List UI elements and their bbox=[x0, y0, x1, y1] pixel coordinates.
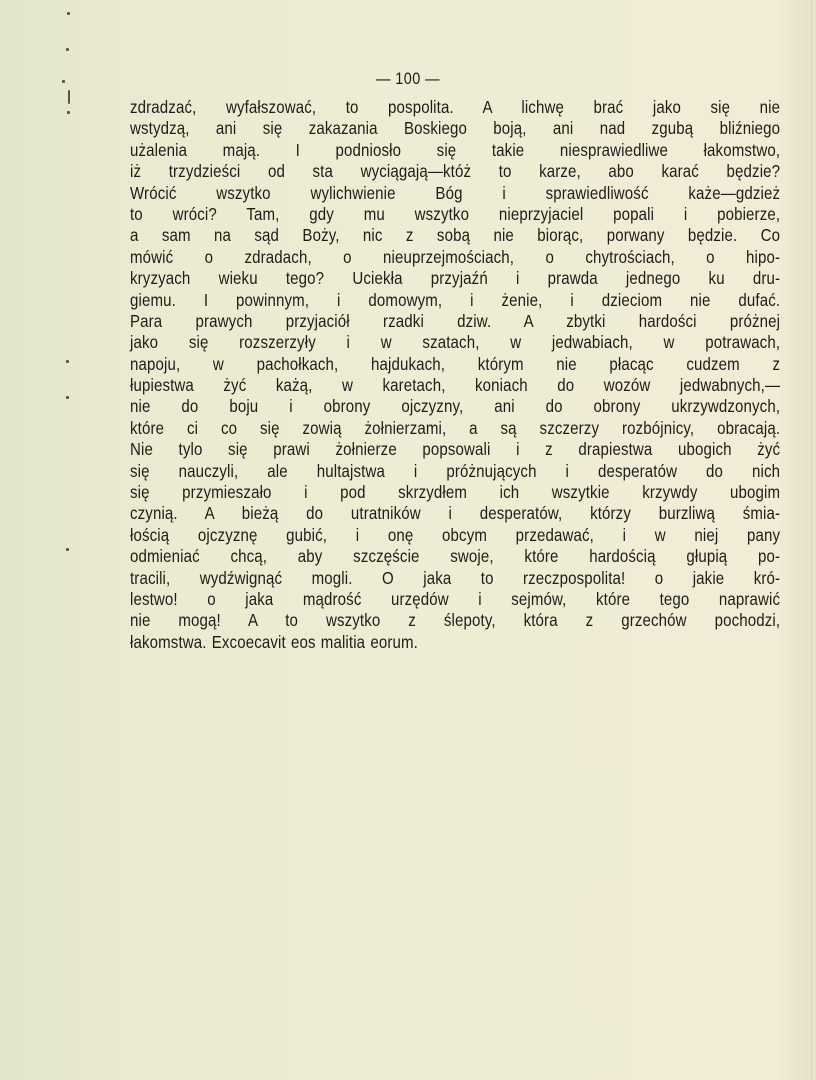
margin-speck bbox=[66, 548, 69, 551]
text-line: napoju, w pachołkach, hajdukach, którym nie płacąc cudzem z bbox=[130, 353, 781, 374]
text-line: użalenia mają. I podniosło się takie niesprawiedliwe łakomstwo, bbox=[130, 139, 781, 160]
page-edge bbox=[811, 0, 812, 1080]
text-line: łakomstwa. Excoecavit eos malitia eorum. bbox=[130, 631, 418, 652]
text-line: mówić o zdradach, o nieuprzejmościach, o chytrościach, o hipo- bbox=[130, 246, 781, 267]
text-line: nie do boju i obrony ojczyzny, ani do obrony ukrzywdzonych, bbox=[130, 396, 781, 417]
text-line: kryzyach wieku tego? Uciekła przyjaźń i prawda jednego ku dru- bbox=[130, 268, 781, 289]
margin-speck bbox=[66, 48, 69, 51]
text-line: Para prawych przyjaciół rzadki dziw. A zbytki hardości próżnej bbox=[130, 310, 781, 331]
text-line: tracili, wydźwignąć mogli. O jaka to rzeczpospolita! o jakie kró- bbox=[130, 567, 781, 588]
margin-speck bbox=[67, 12, 70, 15]
text-line: zdradzać, wyfałszować, to pospolita. A lichwę brać jako się nie bbox=[130, 97, 781, 117]
text-line: lestwo! o jaka mądrość urzędów i sejmów, które tego naprawić bbox=[130, 588, 781, 609]
text-line: nie mogą! A to wszytko z ślepoty, która z grzechów pochodzi, bbox=[130, 610, 781, 631]
margin-speck bbox=[66, 396, 69, 399]
text-line: się nauczyli, ale hultajstwa i próżnujących i desperatów do nich bbox=[130, 460, 781, 481]
text-line: wstydzą, ani się zakazania Boskiego boją, ani nad zgubą bliźniego bbox=[130, 118, 781, 139]
margin-speck bbox=[68, 90, 70, 104]
text-line: jako się rozszerzyły i w szatach, w jedwabiach, w potrawach, bbox=[130, 332, 781, 353]
text-line: odmieniać chcą, aby szczęście swoje, które hardością głupią po- bbox=[130, 546, 781, 567]
margin-speck bbox=[67, 111, 70, 114]
page-number: — 100 — bbox=[375, 69, 441, 88]
body-text bbox=[130, 97, 780, 653]
text-line: a sam na sąd Boży, nic z sobą nie biorąc, porwany będzie. Co bbox=[130, 225, 781, 246]
margin-speck bbox=[66, 360, 69, 363]
text-line: Nie tylo się prawi żołnierze popsowali i z drapiestwa ubogich żyć bbox=[130, 439, 781, 460]
text-line: łością ojczyznę gubić, i onę obcym przedawać, i w niej pany bbox=[130, 524, 781, 545]
text-line: które ci co się zowią żołnierzami, a są szczerzy rozbójnicy, obracają. bbox=[130, 417, 781, 438]
text-line: się przymieszało i pod skrzydłem ich wszytkie krzywdy ubogim bbox=[130, 482, 781, 503]
text-line: to wróci? Tam, gdy mu wszytko nieprzyjaciel popali i pobierze, bbox=[130, 203, 781, 224]
text-line: czynią. A bieżą do utratników i desperatów, którzy burzliwą śmia- bbox=[130, 503, 781, 524]
text-line: giemu. I powinnym, i domowym, i żenie, i dzieciom nie dufać. bbox=[130, 289, 781, 310]
text-line: łupiestwa żyć każą, w karetach, koniach do wozów jedwabnych,— bbox=[130, 375, 781, 396]
text-line: iż trzydzieści od sta wyciągają—któż to karze, abo karać będzie? bbox=[130, 161, 781, 182]
text-line: Wrócić wszytko wylichwienie Bóg i sprawiedliwość każe—gdzież bbox=[130, 182, 781, 203]
